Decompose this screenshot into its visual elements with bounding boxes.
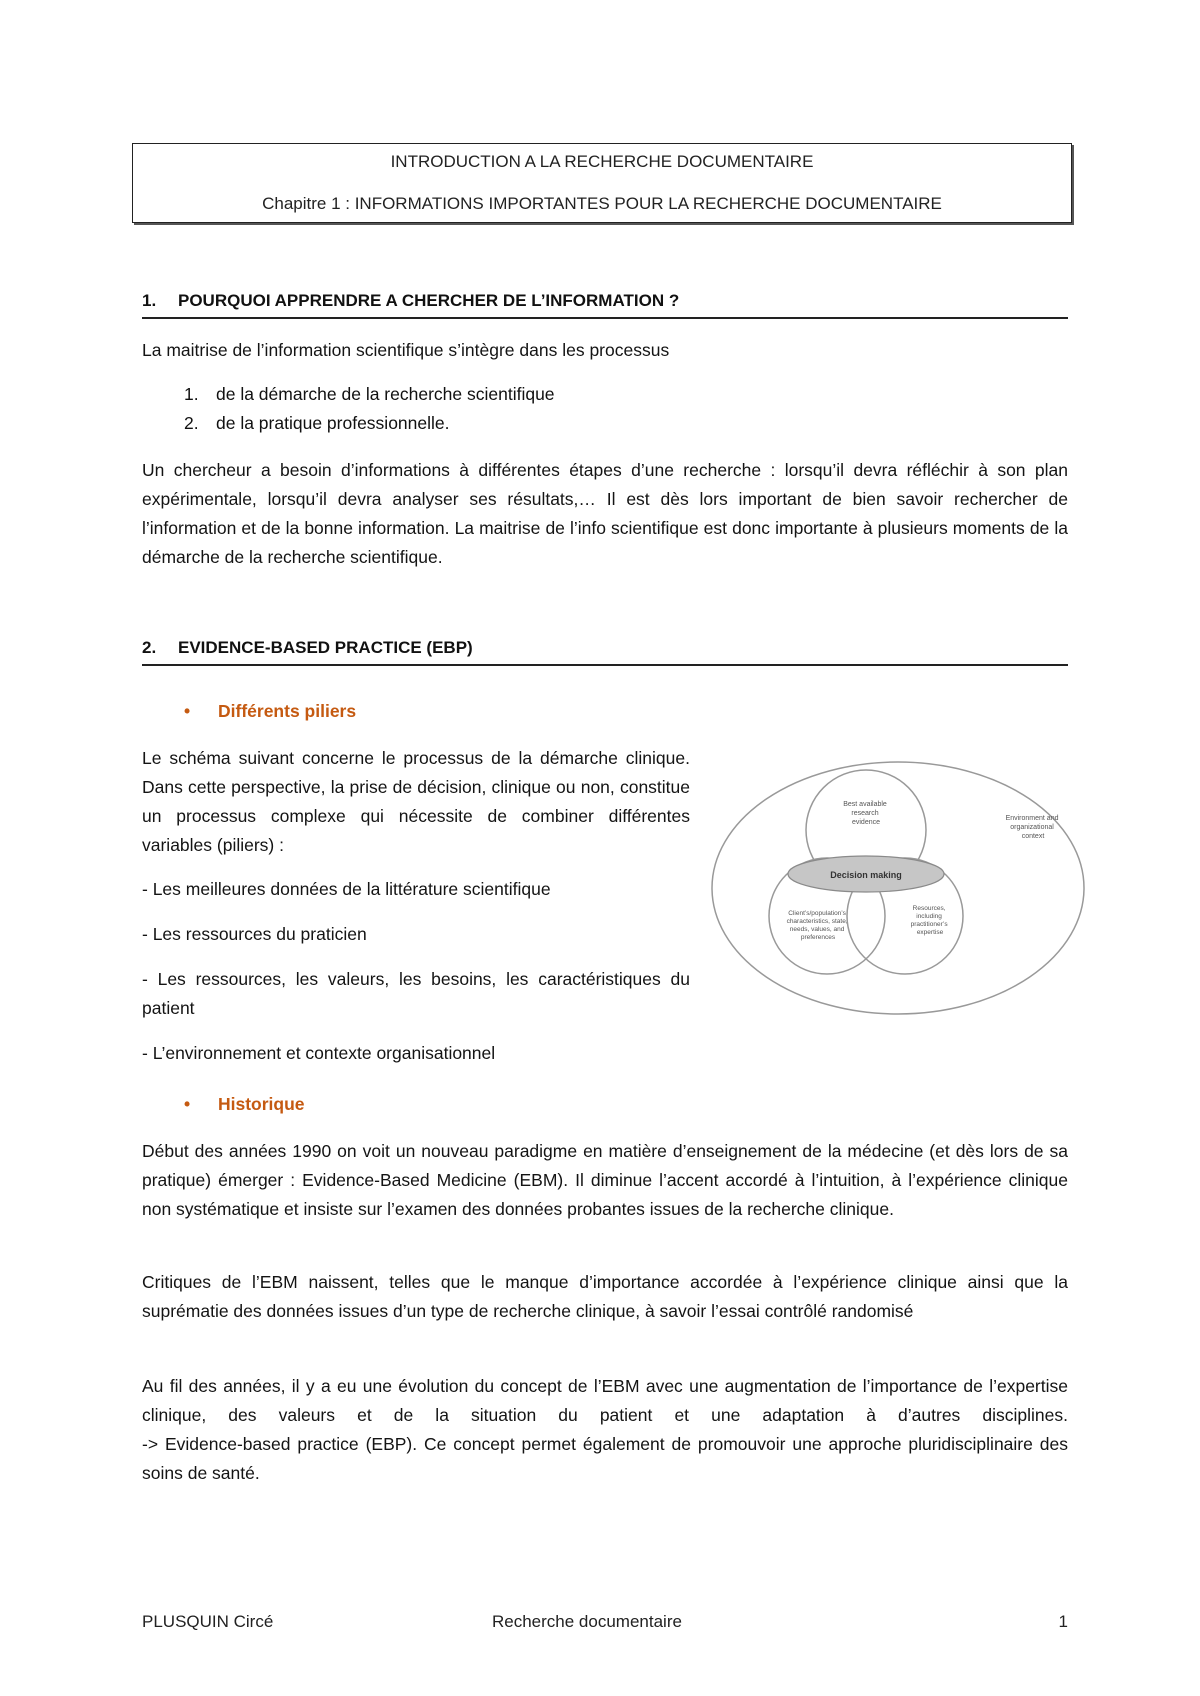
document-title: INTRODUCTION A LA RECHERCHE DOCUMENTAIRE	[390, 152, 814, 171]
section-1-heading	[142, 291, 1068, 319]
section-1-title: POURQUOI APPRENDRE A CHERCHER DE L’INFORMATION ?	[178, 291, 680, 310]
page-number: 1	[1058, 1612, 1068, 1631]
footer-course: Recherche documentaire	[492, 1612, 682, 1631]
evidence-label: Best available research evidence	[843, 801, 887, 826]
historique-paragraph-2: Critiques de l’EBM naissent, telles que le manque d’importance accordée à l’expérience clinique ainsi que la suprématie des données issues d’un type de recherche clinique, à savoir l’essai contrôlé randomisé	[142, 1272, 1068, 1321]
historique-paragraph-1: Début des années 1990 on voit un nouveau paradigme en matière d’enseignement de la médecine (et dès lors de sa pratique) émerger : Evidence-Based Medicine (EBM). Il diminue l’accent accordé à l’intuition, à l’expérience clinique non systématique et insiste sur l’examen des données probantes issues de la recherche clinique.	[142, 1141, 1068, 1219]
list-item: 2. de la pratique professionnelle.	[184, 413, 450, 433]
bullet-icon: •	[184, 1094, 191, 1114]
title-box	[132, 143, 1072, 223]
list-item: 1. de la démarche de la recherche scientifique	[184, 384, 555, 404]
piliers-item: - Les ressources du praticien	[142, 924, 367, 944]
environment-label: Environment and organizational context	[1005, 815, 1059, 840]
bullet-icon: •	[184, 701, 191, 721]
decision-label: Decision making	[830, 870, 902, 880]
bullet-historique: • Historique	[184, 1094, 305, 1114]
chapter-title: Chapitre 1 : INFORMATIONS IMPORTANTES POUR LA RECHERCHE DOCUMENTAIRE	[262, 194, 942, 213]
footer-author: PLUSQUIN Circé	[142, 1612, 274, 1631]
ebp-venn-diagram	[708, 758, 1088, 1018]
historique-paragraph-3: Au fil des années, il y a eu une évolution du concept de l’EBM avec une augmentation de l’importance de l’expertise clinique, des valeurs et de la situation du patient et une adaptation à d’autres disciplines. -> Evidence-based practice (EBP). Ce concept permet également de promouvoir une approche pluridisciplinaire des soins de santé.	[142, 1376, 1068, 1483]
piliers-item: - Les meilleures données de la littérature scientifique	[142, 879, 551, 899]
piliers-intro: Le schéma suivant concerne le processus de la démarche clinique. Dans cette perspective, la prise de décision, clinique ou non, constitue un processus complexe qui nécessite de combiner différentes variables (piliers) :	[142, 748, 690, 855]
client-label: Client’s/population’s characteristics, state, needs, values, and preferences	[786, 910, 848, 941]
section-2-heading	[142, 638, 1068, 666]
section-1-number: 1.	[142, 291, 157, 310]
piliers-item: - L’environnement et contexte organisationnel	[142, 1043, 496, 1063]
section-2-number: 2.	[142, 638, 157, 657]
bullet-piliers: • Différents piliers	[184, 701, 357, 721]
section-1-paragraph: Un chercheur a besoin d’informations à différentes étapes d’une recherche : lorsqu’il devra réfléchir à son plan expérimentale, lorsqu’il devra analyser ses résultats,… Il est dès lors important de bien savoir rechercher de l’information et de la bonne information. La maitrise de l’info scientifique est donc importante à plusieurs moments de la démarche de la recherche scientifique.	[142, 460, 1068, 567]
section-2-title: EVIDENCE-BASED PRACTICE (EBP)	[178, 638, 473, 657]
section-1-list	[184, 380, 555, 438]
section-1-intro: La maitrise de l’information scientifique s’intègre dans les processus	[142, 340, 670, 360]
resources-label: Resources, including practitioner’s expertise	[910, 905, 948, 936]
piliers-item: - Les ressources, les valeurs, les besoins, les caractéristiques du patient	[142, 969, 690, 1018]
